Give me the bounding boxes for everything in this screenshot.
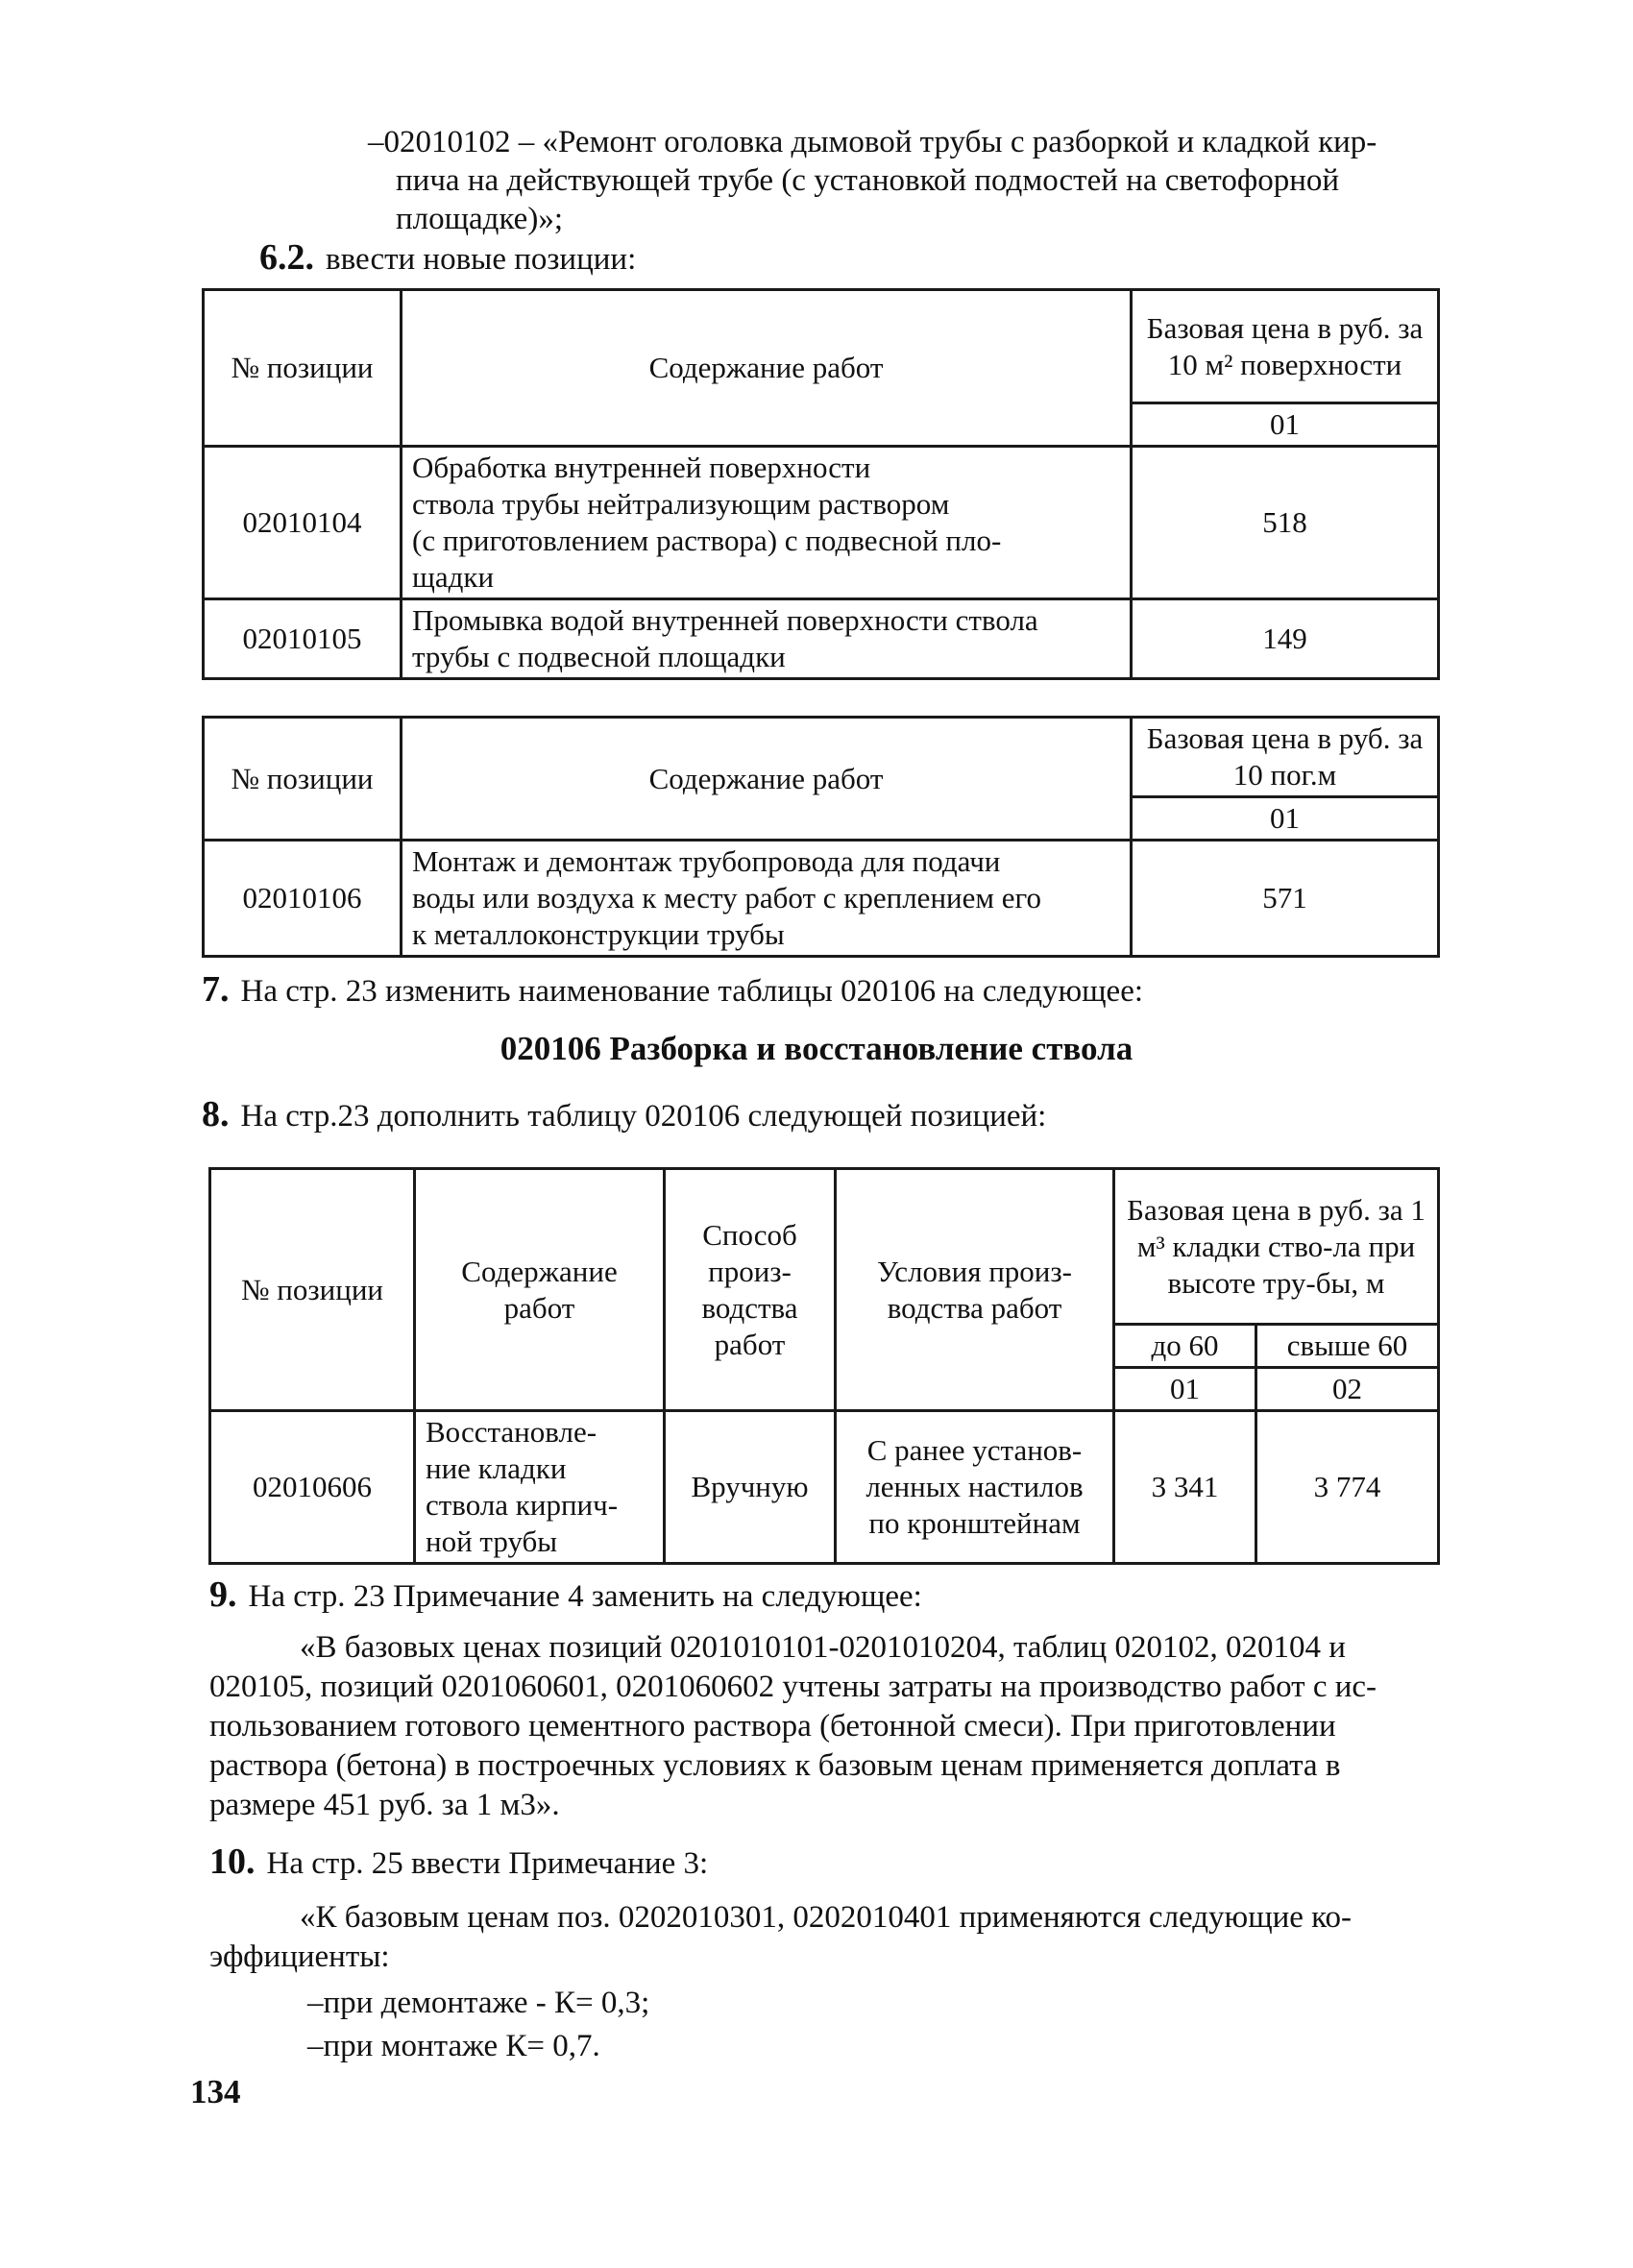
- header-method: Способ произ-водства работ: [665, 1169, 836, 1411]
- header-code-1: 01: [1114, 1368, 1256, 1411]
- item-7: [202, 970, 1143, 1011]
- header-code-2: 02: [1256, 1368, 1439, 1411]
- content-line: трубы с подвесной площадки: [412, 640, 786, 673]
- content-line: (с приготовлением раствора) с подвесной пло-: [412, 524, 1002, 557]
- section-text: ввести новые позиции:: [326, 242, 637, 277]
- table-positions-3: [208, 1167, 1440, 1565]
- content-line: ствола кирпич-: [426, 1488, 619, 1522]
- conditions-line: С ранее установ-: [866, 1433, 1083, 1467]
- content-line: Монтаж и демонтаж трубопровода для подачи: [412, 844, 1001, 878]
- table-heading: 020106 Разборка и восстановление ствола: [500, 1030, 1133, 1067]
- conditions-line: по кронштейнам: [868, 1506, 1081, 1540]
- item-9: [209, 1575, 922, 1616]
- intro-line-2: пича на действующей трубе (с установкой подмостей на светофорной: [396, 163, 1340, 198]
- page-number: 134: [190, 2073, 241, 2110]
- cell-price: 571: [1132, 841, 1439, 957]
- item-number: 8.: [202, 1094, 230, 1134]
- conditions-line: ленных настилов: [865, 1470, 1084, 1503]
- table-row: [204, 599, 1439, 679]
- item-number: 10.: [209, 1841, 256, 1882]
- cell-price-2: 3 774: [1256, 1411, 1439, 1564]
- note-line: пользованием готового цементного раствора (бетонной смеси). При приготовлении: [209, 1709, 1336, 1744]
- cell-position: 02010105: [204, 599, 402, 679]
- header-sub-upto: до 60: [1114, 1325, 1256, 1368]
- header-price-code: 01: [1132, 403, 1439, 447]
- item-text: На стр. 25 ввести Примечание 3:: [266, 1846, 709, 1881]
- header-content: Содержание работ: [402, 290, 1132, 447]
- note-line: 020105, позиций 0201060601, 0201060602 учтены затраты на производство работ с ис-: [209, 1670, 1377, 1704]
- item-8: [202, 1095, 1046, 1135]
- content-line: воды или воздуха к месту работ с креплением его: [412, 881, 1041, 915]
- header-content: Содержание работ: [402, 718, 1132, 841]
- content-line: Обработка внутренней поверхности: [412, 451, 871, 484]
- header-sub-over: свыше 60: [1256, 1325, 1439, 1368]
- section-6-2: [259, 238, 636, 279]
- cell-price: 149: [1132, 599, 1439, 679]
- cell-content: [402, 599, 1132, 679]
- section-number: 6.2.: [259, 237, 314, 278]
- header-position: № позиции: [210, 1169, 415, 1411]
- content-line: Восстановле-: [426, 1415, 597, 1449]
- content-line: ние кладки: [426, 1451, 567, 1485]
- note-line: эффициенты:: [209, 1939, 390, 1974]
- header-conditions: Условия произ-водства работ: [836, 1169, 1114, 1411]
- item-text: На стр.23 дополнить таблицу 020106 следующей позицией:: [240, 1099, 1047, 1134]
- header-price: Базовая цена в руб. за 10 м² поверхности: [1132, 290, 1439, 403]
- item-number: 7.: [202, 969, 230, 1010]
- item-10: [209, 1842, 708, 1883]
- cell-position: 02010606: [210, 1411, 415, 1564]
- coef-line: –при демонтаже - К= 0,3;: [307, 1986, 650, 2020]
- header-content: Содержание работ: [415, 1169, 665, 1411]
- item-text: На стр. 23 изменить наименование таблицы 020106 на следующее:: [240, 974, 1144, 1009]
- cell-price-1: 3 341: [1114, 1411, 1256, 1564]
- note-line: раствора (бетона) в построечных условиях к базовым ценам применяется доплата в: [209, 1748, 1341, 1783]
- cell-price: 518: [1132, 447, 1439, 599]
- item-text: На стр. 23 Примечание 4 заменить на следующее:: [248, 1579, 922, 1614]
- header-price: Базовая цена в руб. за 10 пог.м: [1132, 718, 1439, 797]
- content-line: ствола трубы нейтрализующим раствором: [412, 487, 950, 521]
- content-line: щадки: [412, 560, 495, 594]
- cell-position: 02010104: [204, 447, 402, 599]
- table-row: [204, 841, 1439, 957]
- cell-content: [415, 1411, 665, 1564]
- header-position: № позиции: [204, 718, 402, 841]
- header-position: № позиции: [204, 290, 402, 447]
- table-row: [204, 447, 1439, 599]
- content-line: Промывка водой внутренней поверхности ствола: [412, 603, 1038, 637]
- header-price-code: 01: [1132, 797, 1439, 841]
- table-row: [210, 1411, 1439, 1564]
- table-positions-1: [202, 288, 1440, 680]
- note-line: «К базовым ценам поз. 0202010301, 0202010401 применяются следующие ко-: [300, 1900, 1353, 1935]
- table-positions-2: [202, 716, 1440, 958]
- cell-method: Вручную: [665, 1411, 836, 1564]
- content-line: ной трубы: [426, 1524, 558, 1558]
- intro-line-3: площадке)»;: [396, 202, 563, 236]
- item-number: 9.: [209, 1574, 237, 1615]
- cell-content: [402, 841, 1132, 957]
- note-line: «В базовых ценах позиций 0201010101-0201010204, таблиц 020102, 020104 и: [300, 1630, 1346, 1665]
- cell-conditions: [836, 1411, 1114, 1564]
- note-line: размере 451 руб. за 1 м3».: [209, 1788, 560, 1822]
- intro-line-1: –02010102 – «Ремонт оголовка дымовой трубы с разборкой и кладкой кир-: [368, 125, 1377, 159]
- header-price: Базовая цена в руб. за 1 м³ кладки ство-ла при высоте тру-бы, м: [1114, 1169, 1439, 1325]
- coef-line: –при монтаже К= 0,7.: [307, 2029, 600, 2063]
- content-line: к металлоконструкции трубы: [412, 917, 785, 951]
- cell-position: 02010106: [204, 841, 402, 957]
- cell-content: [402, 447, 1132, 599]
